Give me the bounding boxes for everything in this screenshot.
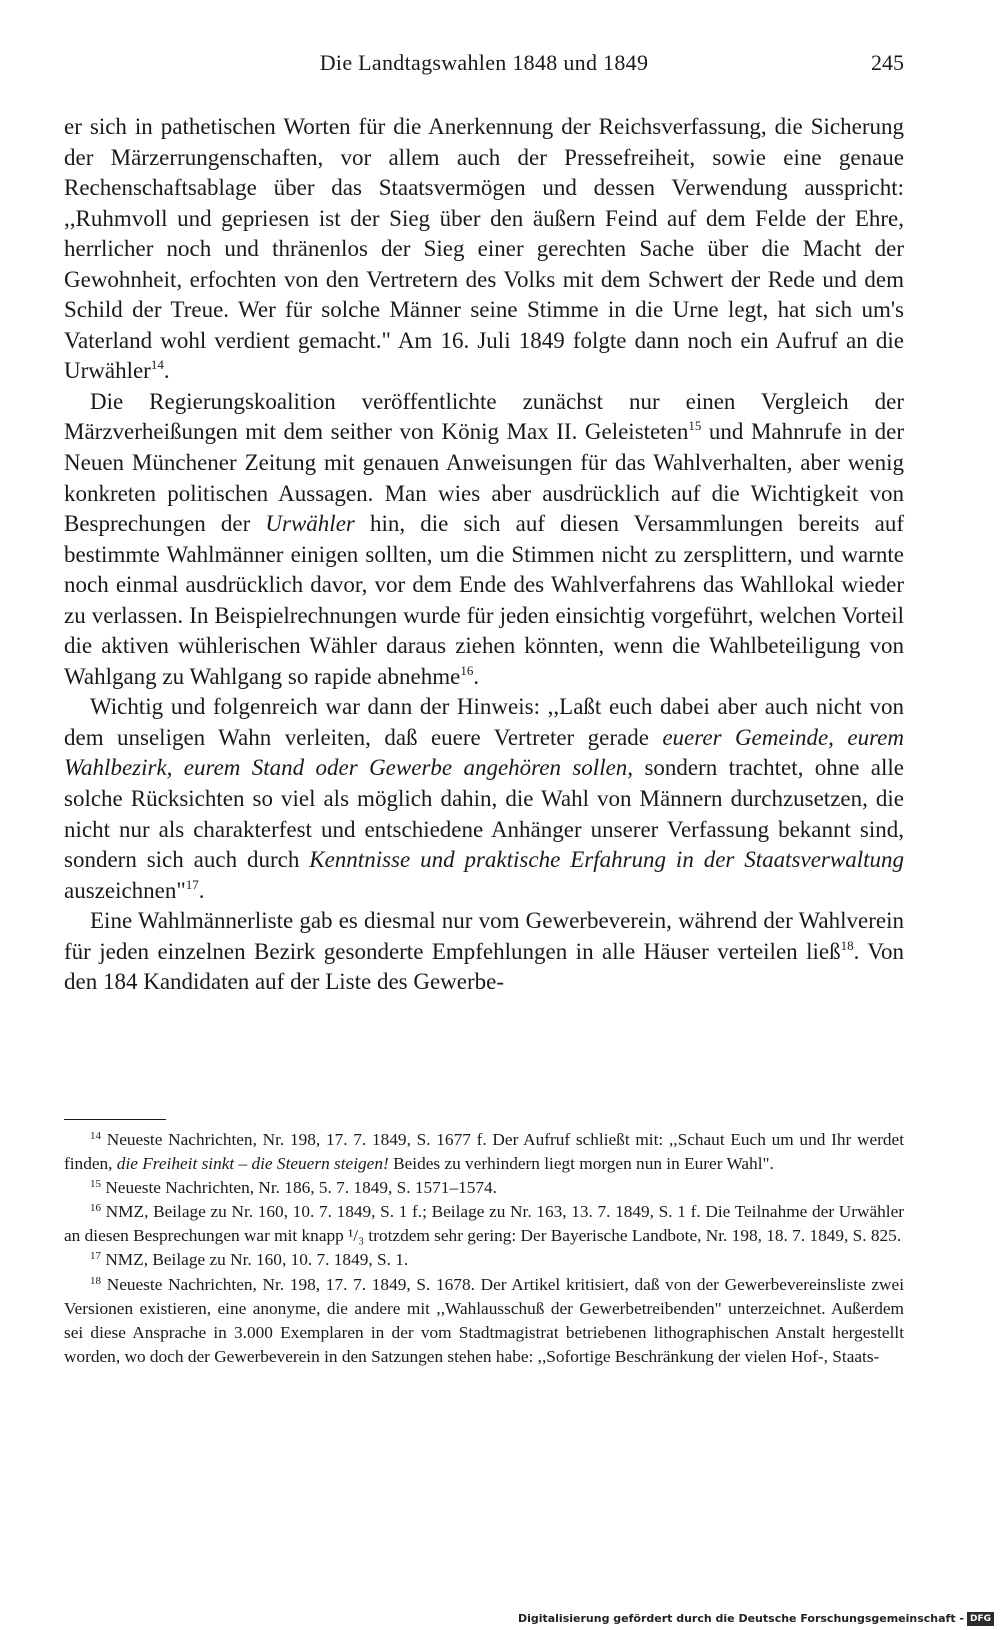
footnote-ref-18: 18 (840, 937, 854, 953)
paragraph-1: er sich in pathetischen Worten für die Anerkennung der Reichsverfassung, die Sicherung der Märzerrungenschaften, vor allem auch der Pressefreiheit, sowie eine genaue Rechenschaftsablage über das Staatsvermögen und dessen Verwendung ausspricht: ,,Ruhmvoll und gepriesen ist der Sieg über den äußern Feind auf dem Felde der Ehre, herrlicher noch und thränenlos der Sieg einer gerechten Sache über die Macht der Gewohnheit, erfochten von den Vertretern des Volks mit dem Schwert der Rede und dem Schild der Treue. Wer für solche Männer seine Stimme in die Urne legt, hat sich um's Vaterland wohl verdient gemacht." Am 16. Juli 1849 folgte dann noch ein Aufruf an die Urwähler$^{14}$. (64, 114, 904, 384)
page-number: 245 (871, 50, 904, 75)
running-head: Die Landtagswahlen 1848 und 1849 (319, 50, 649, 75)
emphasis-gemeinde: euerer Gemeinde, eurem Wahlbezirk, eurem Stand oder Gewerbe angehören sollen, (64, 724, 904, 781)
footnote-16: $^{16}$ NMZ, Beilage zu Nr. 160, 10. 7. 1849, S. 1 f.; Beilage zu Nr. 163, 13. 7. 1849, S. 1 f. Die Teilnahme der Urwähler an diesen Besprechungen war mit knapp ¹/₃ trotzdem sehr gering: Der Bayerische Landbote, Nr. 198, 18. 7. 1849, S. 825. (64, 1202, 904, 1246)
dfg-logo-icon: DFG (967, 1612, 994, 1626)
page-header (64, 50, 904, 82)
emphasis-kenntnisse: Kenntnisse und praktische Erfahrung in der Staatsverwaltung (309, 847, 904, 873)
paragraph-4: Eine Wahlmännerliste gab es diesmal nur vom Gewerbeverein, während der Wahlverein für jeden einzelnen Bezirk gesonderte Empfehlungen in alle Häuser verteilen ließ$^{18}$. Von den 184 Kandidaten auf der Liste des Gewerbe- (64, 908, 905, 995)
footnote-ref-15: 15 (688, 418, 702, 434)
footnotes (64, 1128, 904, 1369)
footnote-ref-17: 17 (185, 876, 199, 892)
paragraph-3: Wichtig und folgenreich war dann der Hinweis: ,,Laßt euch dabei aber auch nicht von dem unseligen Wahn verleiten, daß euere Vertreter gerade euerer Gemeinde, eurem Wahlbezirk, eurem Stand oder Gewerbe angehören sollen, sondern trachtet, ohne alle solche Rücksichten so viel als möglich dahin, die Wahl von Männern durchzusetzen, die nicht nur als charakterfest und entschiedene Anhänger unserer Verfassung bekannt sind, sondern sich auch durch Kenntnisse und praktische Erfahrung in der Staatsverwaltung auszeichnen"$^{17}$. (64, 694, 904, 903)
footnote-18: $^{18}$ Neueste Nachrichten, Nr. 198, 17. 7. 1849, S. 1678. Der Artikel kritisiert, daß von der Gewerbevereinsliste zwei Versionen existieren, eine anonyme, die andere mit ,,Wahlausschuß der Gewerbetreibenden" unterzeichnet. Außerdem sei diese Ansprache in 3.000 Exemplaren in der vom Stadtmagistrat betriebenen lithographischen Anstalt hergestellt worden, wo doch der Gewerbeverein in den Satzungen stehen habe: ,,Sofortige Beschränkung der vielen Hof-, Staats- (64, 1274, 904, 1366)
digitization-credit: Digitalisierung gefördert durch die Deutsche Forschungsgemeinschaft - (517, 1612, 964, 1625)
emphasis-urwaehler: Urwähler (265, 511, 355, 537)
paragraph-2: Die Regierungskoalition veröffentlichte zunächst nur einen Vergleich der Märzverheißungen mit dem seither von König Max II. Geleisteten$^{15}$ und Mahnrufe in der Neuen Münchener Zeitung mit genauen Anweisungen für das Wahlverhalten, aber wenig konkreten politischen Aussagen. Man wies aber ausdrücklich auf die Wichtigkeit von Besprechungen der Urwähler hin, die sich auf diesen Versammlungen bereits auf bestimmte Wahlmänner einigen sollten, um die Stimmen nicht zu zersplittern, und warnte noch einmal ausdrücklich davor, vor dem Ende des Wahlverfahrens das Wahllokal wieder zu verlassen. In Beispielrechnungen wurde für jeden einsichtig vorgeführt, welchen Vorteil die aktiven wühlerischen Wähler daraus ziehen könnten, wenn die Wahlbeteiligung von Wahlgang zu Wahlgang so rapide abnehme$^{16}$. (64, 388, 904, 689)
footnote-ref-16: 16 (460, 662, 474, 678)
footnote-ref-14: 14 (150, 357, 164, 373)
footnote-divider (64, 1119, 166, 1120)
footnote-14: $^{14}$ Neueste Nachrichten, Nr. 198, 17. 7. 1849, S. 1677 f. Der Aufruf schließt mit: ,,Schaut Euch um und Ihr werdet finden, die Freiheit sinkt – die Steuern steigen! Beides zu verhindern liegt morgen nun in Eurer Wahl". (64, 1130, 904, 1174)
footnote-15: $^{15}$ Neueste Nachrichten, Nr. 186, 5. 7. 1849, S. 1571–1574. (90, 1178, 497, 1198)
main-text (64, 112, 904, 998)
footnote-17: $^{17}$ NMZ, Beilage zu Nr. 160, 10. 7. 1849, S. 1. (90, 1250, 409, 1270)
